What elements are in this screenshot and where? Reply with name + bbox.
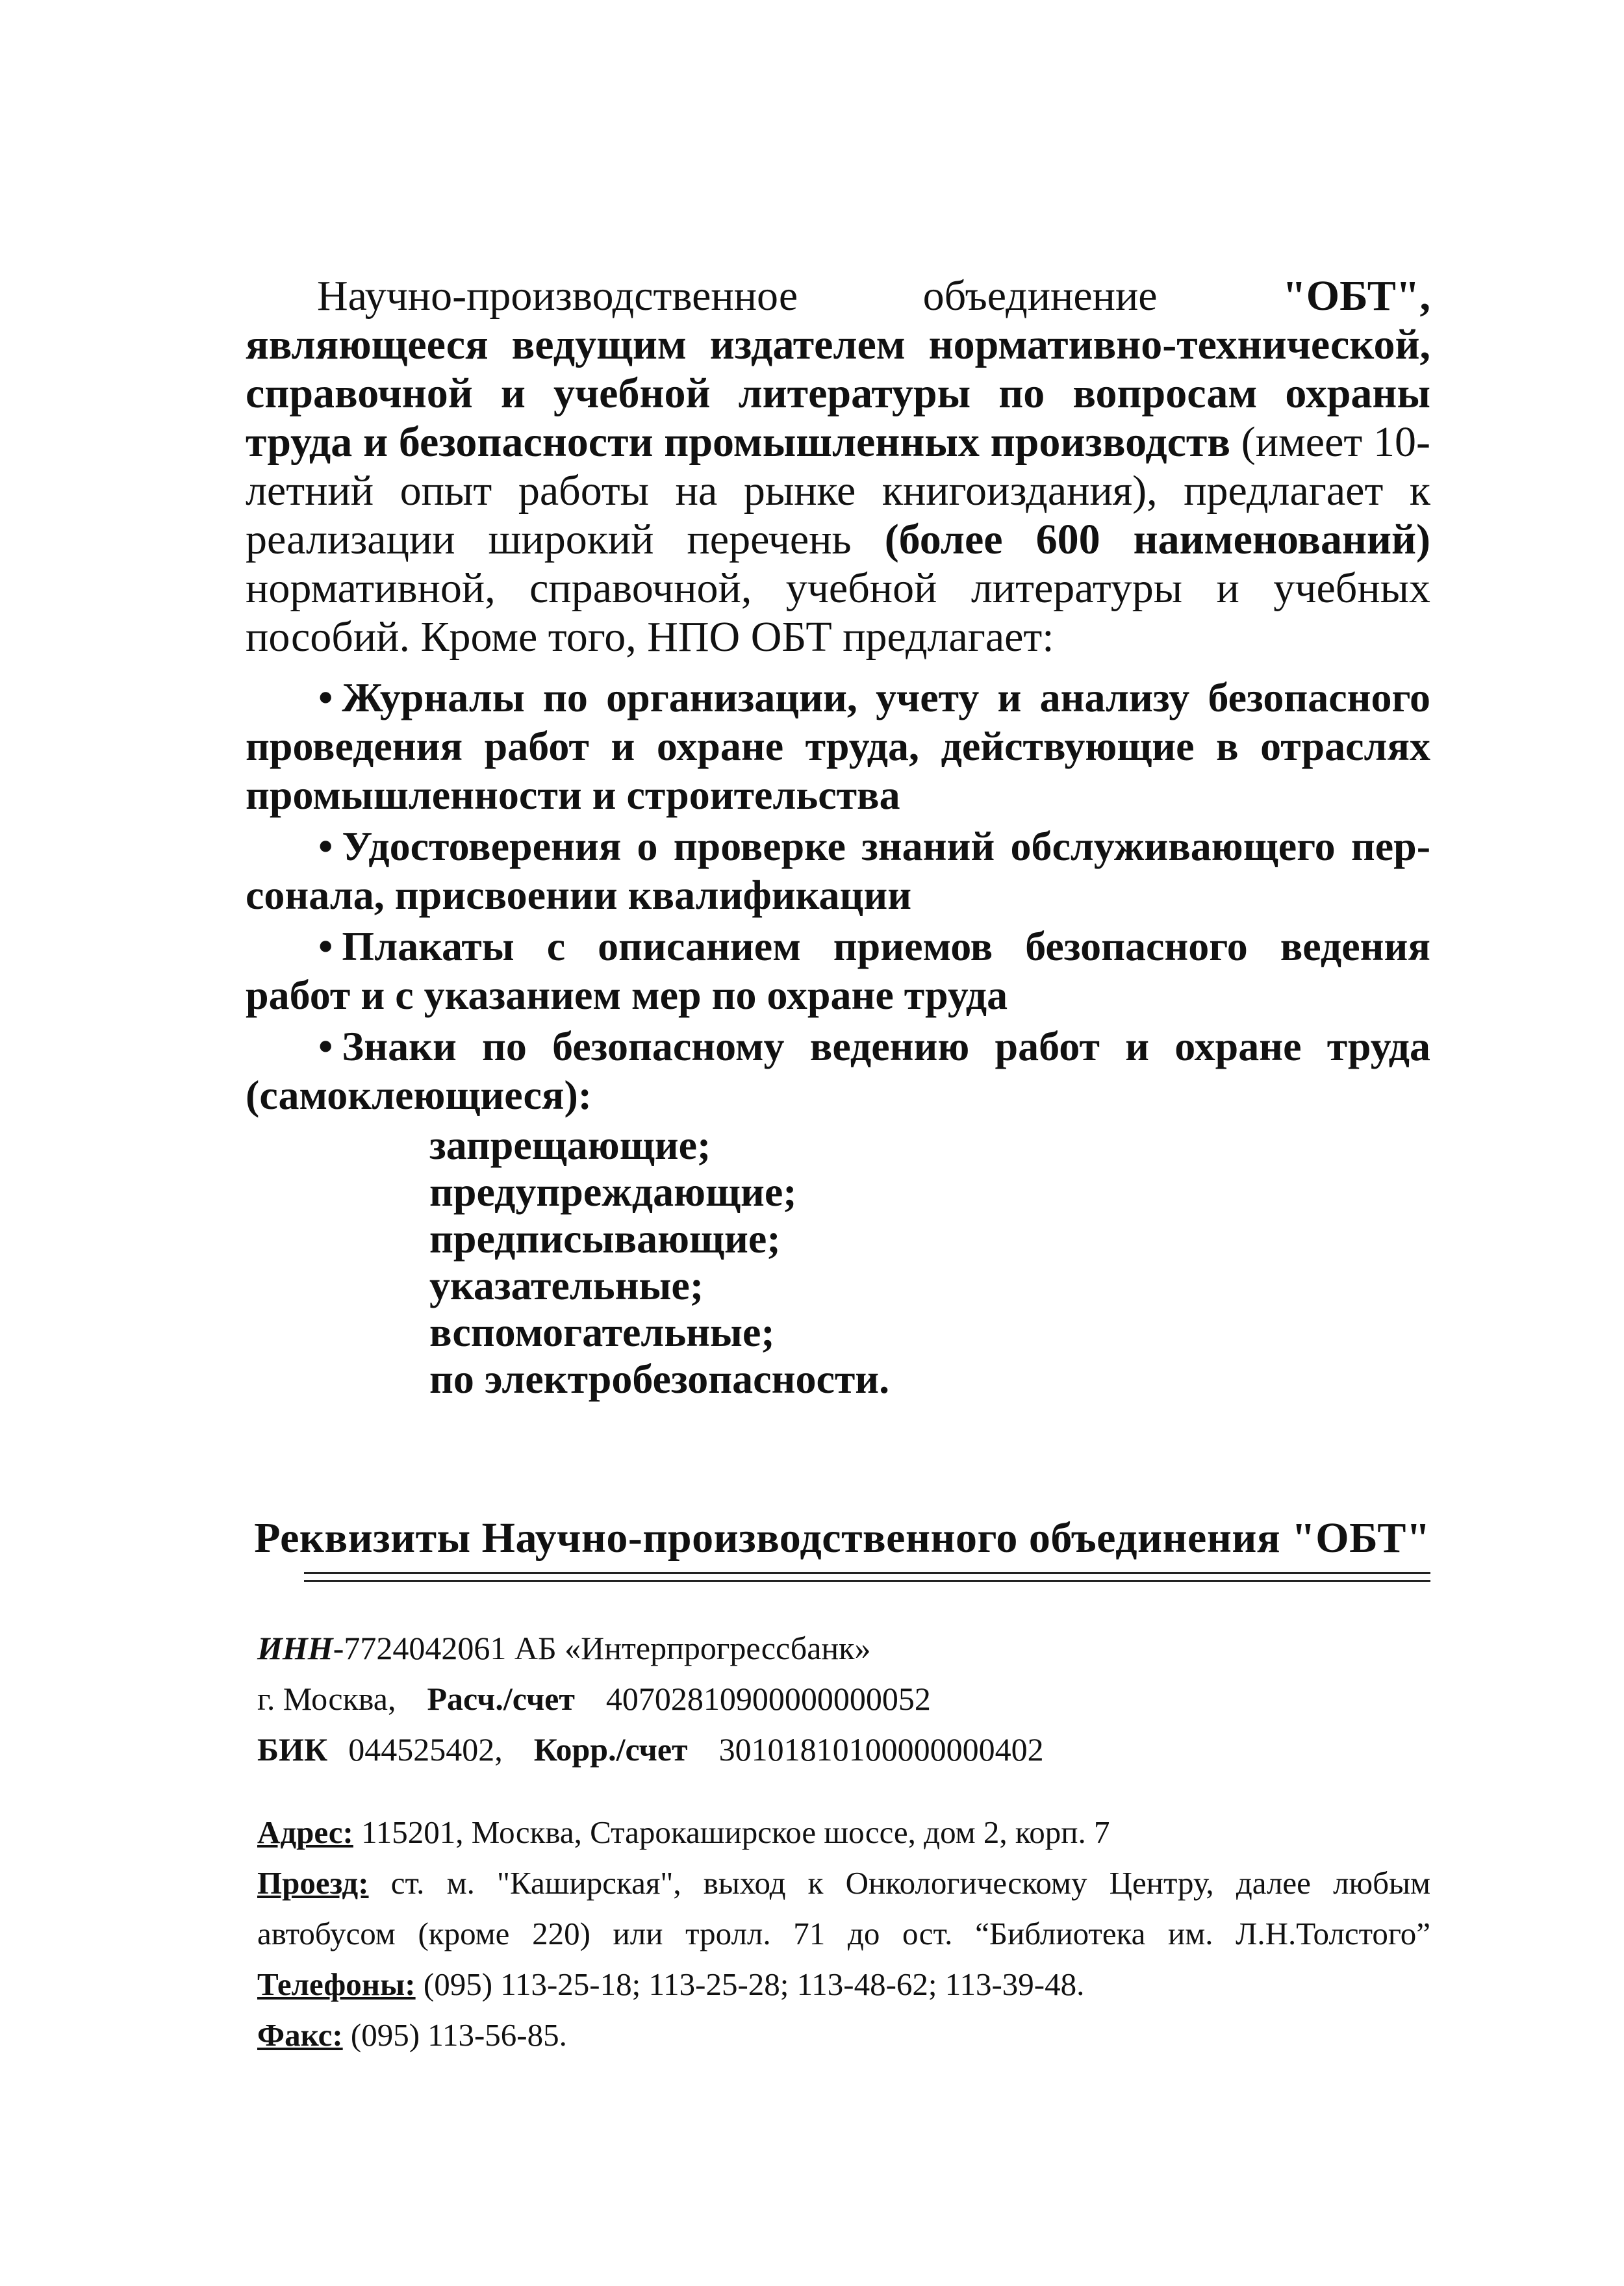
bik-value: 044525402, (348, 1731, 503, 1768)
bullet-icon: • (318, 823, 333, 869)
intro-text-1: Научно-производственное объединение (317, 272, 1283, 320)
offer-item-text: Плакаты с описанием приемов безопасного ведения работ и с указанием мер по охране труда (246, 923, 1430, 1018)
corr-value: 30101810100000000402 (718, 1731, 1044, 1768)
fax-line (257, 2010, 1430, 2061)
bik-line (257, 1724, 1427, 1775)
intro-paragraph (246, 272, 1430, 661)
account-line (257, 1673, 1427, 1724)
inn-line (257, 1623, 1427, 1673)
intro-bold-2: (более 600 наименований) (884, 516, 1431, 563)
divider-line-top (304, 1572, 1430, 1574)
offer-item-journals (246, 673, 1430, 819)
bullet-icon: • (318, 674, 333, 720)
contact-details (257, 1807, 1430, 2061)
offer-item-signs (246, 1022, 1430, 1119)
inn-value: -7724042061 АБ «Интерпрогрессбанк» (333, 1630, 871, 1666)
phones-line (257, 1959, 1430, 2010)
address-value: 115201, Москва, Старокаширское шоссе, дом 2, корп. 7 (353, 1814, 1110, 1850)
intro-bold-1: "ОБТ", являющееся ведущим издателем нормативно-технической, справочной и учебной литературы по вопросам охраны труда и безопасности промышленных производств (246, 272, 1430, 466)
route-line-2 (257, 1909, 1430, 1959)
intro-text-3: нормативной, справочной, учебной литературы и учебных пособий. Кроме того, НПО ОБТ предлагает: (246, 565, 1430, 661)
corr-label: Корр./счет (533, 1731, 688, 1768)
fax-value: (095) 113-56-85. (342, 2017, 567, 2053)
offer-item-text: Удостоверения о проверке знаний обслуживающего персонала, присвоении квалификации (246, 823, 1430, 918)
sign-type-item: запрещающие; (429, 1122, 711, 1168)
inn-label: ИНН (257, 1630, 333, 1666)
account-label: Расч./счет (427, 1681, 575, 1717)
divider-line-bottom (304, 1580, 1430, 1582)
bank-details (257, 1623, 1427, 1775)
fax-label: Факс: (257, 2017, 343, 2053)
sign-type-item: вспомогательные; (429, 1309, 775, 1355)
intro-text-2: (имеет 10-летний опыт работы на рынке книгоиздания), предлагает к реализации широкий перечень (246, 418, 1430, 563)
address-label: Адрес: (257, 1814, 353, 1850)
bik-label: БИК (257, 1731, 328, 1768)
route-value-2: автобусом (кроме 220) или тролл. 71 до ост. “Библиотека им. Л.Н.Толстого” (257, 1916, 1430, 1951)
sign-type-item: по электробезопасности. (429, 1356, 890, 1402)
offer-item-text: Журналы по организации, учету и анализу безопасного проведения работ и охране труда, действующие в отраслях промышленности и строительства (246, 674, 1430, 818)
offer-list (246, 673, 1430, 1403)
account-value: 40702810900000000052 (605, 1681, 931, 1717)
route-label: Проезд: (257, 1865, 369, 1901)
route-value-1: ст. м. "Каширская", выход к Онкологическому Центру, далее любым (368, 1865, 1430, 1901)
sign-types-list (246, 1122, 1430, 1403)
offer-item-certificates (246, 822, 1430, 919)
requisites-title: Реквизиты Научно-производственного объединения "ОБТ" (254, 1514, 1430, 1562)
bullet-icon: • (318, 1023, 333, 1069)
city-value: г. Москва, (257, 1681, 396, 1717)
offer-item-text: Знаки по безопасному ведению работ и охране труда (самоклеющиеся): (246, 1023, 1430, 1118)
sign-type-item: предписывающие; (429, 1215, 781, 1262)
route-line-1 (257, 1858, 1430, 1909)
address-line (257, 1807, 1430, 1858)
phones-value: (095) 113-25-18; 113-25-28; 113-48-62; 113-39-48. (415, 1966, 1085, 2002)
offer-item-posters (246, 922, 1430, 1019)
bullet-icon: • (318, 923, 333, 969)
phones-label: Телефоны: (257, 1966, 416, 2002)
sign-type-item: предупреждающие; (429, 1169, 797, 1215)
sign-type-item: указательные; (429, 1262, 704, 1308)
